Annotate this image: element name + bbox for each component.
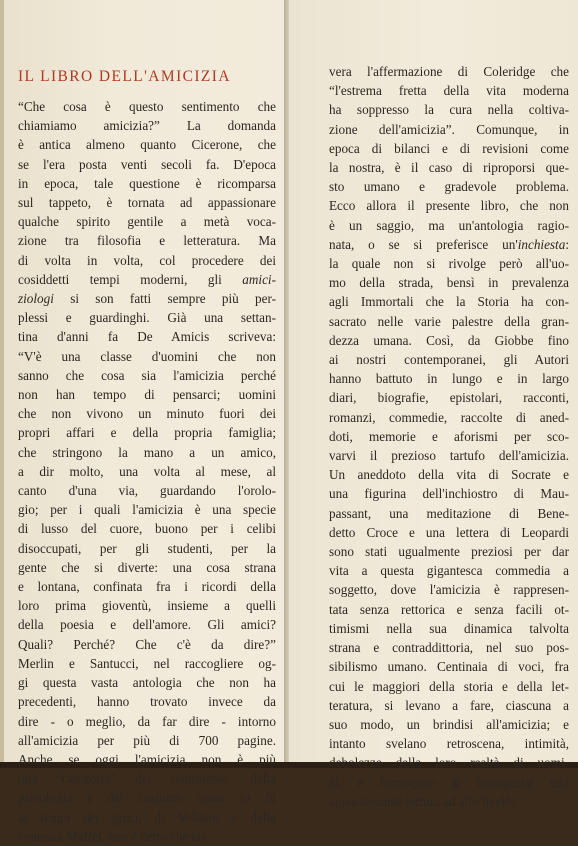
text-line: debolezze della loro realtà di uomi-	[329, 755, 569, 771]
text-line: loro prima gioventù, insieme a quelli	[18, 598, 276, 614]
text-line: all'amicizia per più di 700 pagine.	[18, 732, 276, 748]
text-line: propri affari e della propria famiglia;	[18, 425, 276, 441]
text-line: chiamiamo amicizia?” La domanda	[18, 118, 276, 134]
text-line: una “categoria” del sentimento, della	[18, 771, 276, 787]
text-line: Merlin e Santucci, nel raccogliere og-	[18, 655, 276, 671]
text-line: sul tappeto, è tornata ad appassionare	[18, 195, 276, 211]
text-line: plessi e guardinghi. Già una settan-	[18, 310, 276, 326]
text-line: epoca di bilanci e di revisioni come	[329, 140, 569, 156]
text-line: varvi il prezioso tartufo dell'amicizia.	[329, 448, 569, 464]
text-line: zione tra filosofia e letteratura. Ma	[18, 233, 276, 249]
text-line: Quali? Perché? Che c'è da dire?”	[18, 636, 276, 652]
text-line: strana e contraddittoria, nel suo pos-	[329, 640, 569, 656]
fold-line	[284, 0, 289, 768]
text-line: ha soppresso la cura nella coltiva-	[329, 102, 569, 118]
text-line: tina d'anni fa De Amicis scriveva:	[18, 329, 276, 345]
text-line: cosiddetti tempi moderni, gli amici-	[18, 271, 276, 287]
text-line: Ecco allora il presente libro, che non	[329, 198, 569, 214]
text-line: ni, e forniscono ai buongustai una	[329, 774, 569, 790]
text-line: sacrato nelle varie palestre della gran-	[329, 313, 569, 329]
text-line: gi questa vasta antologia che non ha	[18, 675, 276, 691]
text-line: contessa Maffei, non è detto che sia	[18, 828, 207, 844]
text-line: “l'estrema fretta della vita moderna	[329, 83, 569, 99]
text-line: sto umano e gradevole problema.	[329, 179, 569, 195]
text-line: gente che si diverte: una cosa strana	[18, 559, 276, 575]
text-line: dezza umana. Così, da Giobbe fino	[329, 332, 569, 348]
text-line: una figurina dell'inchiostro di Mau-	[329, 486, 569, 502]
text-line: e lontana, confinata fra i ricordi della	[18, 579, 276, 595]
text-line: passant, una meditazione di Bene-	[329, 505, 569, 521]
text-line: che stringono la mano a un amico,	[18, 444, 276, 460]
text-line: vita a questa gigantesca commedia a	[329, 563, 569, 579]
text-line: nata, o se si preferisce un'inchiesta:	[329, 236, 569, 252]
text-line: zione dell'amicizia”. Comunque, in	[329, 121, 569, 137]
right-text-column	[329, 62, 569, 811]
text-line: in epoca, tale questione è ricomparsa	[18, 175, 276, 191]
text-line: psicologia e del costume come lo fu	[18, 790, 276, 806]
left-edge	[0, 0, 4, 768]
text-line: diari, biografie, epistolari, racconti,	[329, 390, 569, 406]
text-line: disoccupati, per gli studenti, per la	[18, 540, 276, 556]
text-line: è antica almeno quanto Cicerone, che	[18, 137, 276, 153]
text-line: appassionante lettura ad alto livello.	[329, 793, 520, 809]
text-line: romanzi, commedie, raccolte di aned-	[329, 409, 569, 425]
page-title: IL LIBRO DELL'AMICIZIA	[18, 68, 231, 85]
left-text-column	[18, 97, 276, 846]
text-line: doti, memorie e aforismi per sco-	[329, 428, 569, 444]
text-line: ai tempi dei greci, di Voltaire e della	[18, 809, 276, 825]
text-line: gio; per i quali l'amicizia è una specie	[18, 502, 276, 518]
text-line: teratura, si levano a fare, ciascuna a	[329, 697, 569, 713]
text-line: precedenti, hanno trovato invece da	[18, 694, 276, 710]
text-line: hanno battuto in lungo e in largo	[329, 371, 569, 387]
text-line: mo della strada, bensì in prevalenza	[329, 275, 569, 291]
text-line: suo modo, un brindisi all'amicizia; e	[329, 716, 569, 732]
text-line: soggetto, dove l'amicizia è rappresen-	[329, 582, 569, 598]
text-line: di volta in volta, col procedere dei	[18, 252, 276, 268]
text-line: dire - o meglio, da far dire - intorno	[18, 713, 276, 729]
text-line: timismi nella sua dinamica talvolta	[329, 620, 569, 636]
text-line: che non vivono un minuto fuori dei	[18, 406, 276, 422]
text-line: Anche se oggi l'amicizia non è più	[18, 751, 276, 767]
text-line: la quale non si rivolge però all'uo-	[329, 256, 569, 272]
text-line: sanno che cosa sia l'amicizia perché	[18, 367, 276, 383]
text-line: la nostra, è il caso di riproporsi que-	[329, 160, 569, 176]
text-line: ai nostri contemporanei, gli Autori	[329, 352, 569, 368]
text-line: è un saggio, ma un'antologia ragio-	[329, 217, 569, 233]
text-line: canto d'una via, guardando l'orolo-	[18, 483, 276, 499]
text-line: sibilismo umano. Centinaia di voci, fra	[329, 659, 569, 675]
text-line: se l'era posta venti secoli fa. D'epoca	[18, 156, 276, 172]
text-line: della poesia e dell'amore. Gli amici?	[18, 617, 276, 633]
text-line: qualche spirito gentile a metà voca-	[18, 214, 276, 230]
text-line: tata senza rettorica e senza facili ot-	[329, 601, 569, 617]
text-line: sono stati ugualmente preziosi per dar	[329, 544, 569, 560]
text-line: agli Immortali che la Storia ha con-	[329, 294, 569, 310]
text-line: “V'è una classe d'uomini che non	[18, 348, 276, 364]
text-line: Un aneddoto della vita di Socrate e	[329, 467, 569, 483]
text-line: vera l'affermazione di Coleridge che	[329, 64, 569, 79]
text-line: “Che cosa è questo sentimento che	[18, 99, 276, 114]
text-line: cui le maggiori della storia e della let-	[329, 678, 569, 694]
text-line: intanto svelano retroscena, intimità,	[329, 736, 569, 752]
text-line: ziologi si son fatti sempre più per-	[18, 291, 276, 307]
text-line: detto Croce e una lettera di Leopardi	[329, 524, 569, 540]
text-line: a dir molto, una volta al mese, al	[18, 463, 276, 479]
text-line: di lusso del cuore, buono per i celibi	[18, 521, 276, 537]
text-line: non han tempo di pensarci; uomini	[18, 387, 276, 403]
